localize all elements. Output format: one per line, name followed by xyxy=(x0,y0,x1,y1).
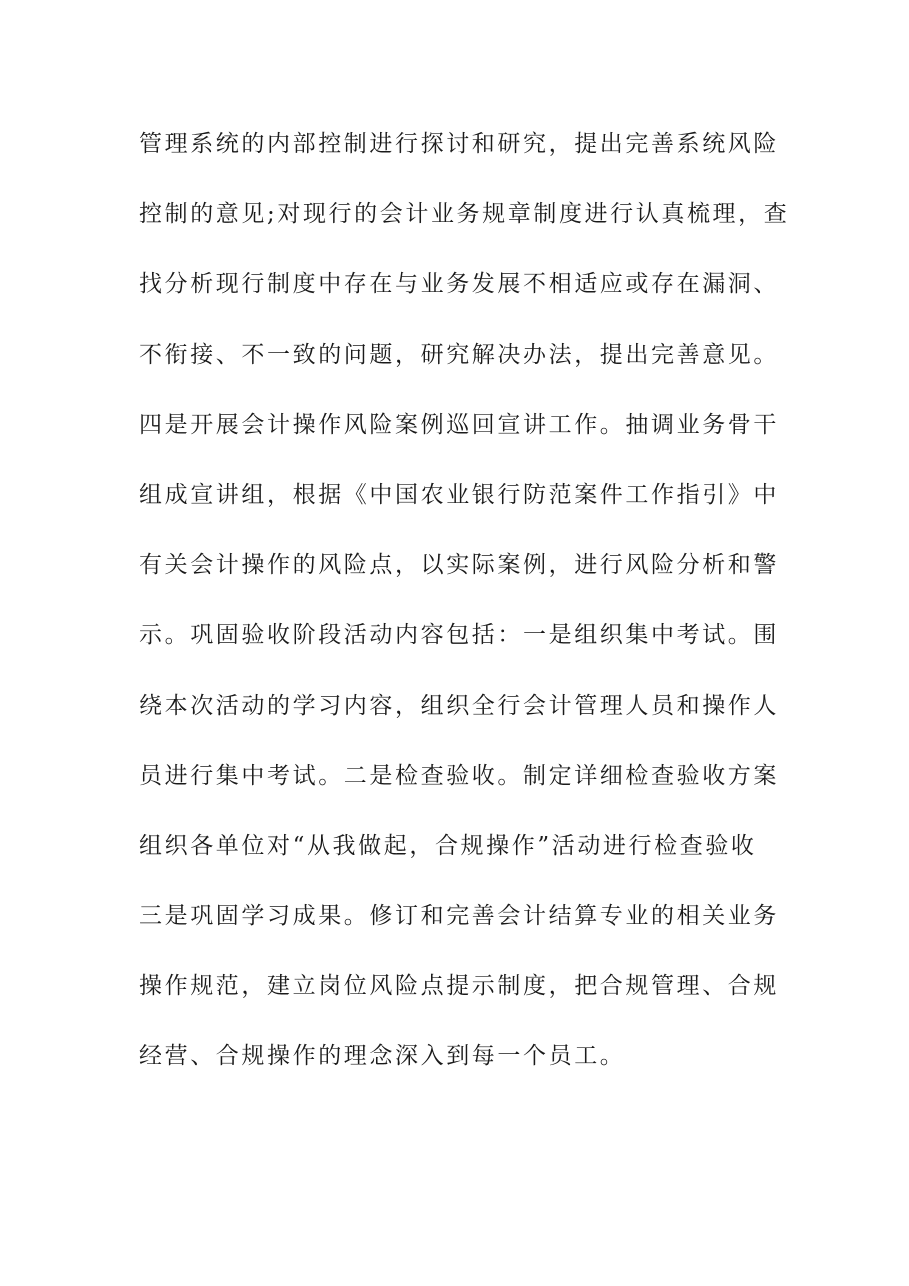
text-line: 组织各单位对“从我做起，合规操作”活动进行检查验收 xyxy=(139,832,757,859)
text-line: 员进行集中考试。二是检查验收。制定详细检查验收方案 xyxy=(139,762,779,789)
text-line: 经营、合规操作的理念深入到每一个员工。 xyxy=(139,1043,626,1070)
text-line: 操作规范，建立岗位风险点提示制度，把合规管理、合规 xyxy=(139,973,779,1000)
text-line: 四是开展会计操作风险案例巡回宣讲工作。抽调业务骨干 xyxy=(139,411,779,438)
text-line: 组成宣讲组，根据《中国农业银行防范案件工作指引》中 xyxy=(139,481,779,508)
text-line: 不衔接、不一致的问题，研究解决办法，提出完善意见。 xyxy=(139,341,779,368)
text-line: 找分析现行制度中存在与业务发展不相适应或存在漏洞、 xyxy=(139,271,779,298)
body-text xyxy=(139,121,790,1104)
text-line: 示。巩固验收阶段活动内容包括：一是组织集中考试。围 xyxy=(139,622,779,649)
text-line: 有关会计操作的风险点，以实际案例，进行风险分析和警 xyxy=(139,552,779,579)
text-line: 管理系统的内部控制进行探讨和研究，提出完善系统风险 xyxy=(139,131,779,157)
text-line: 绕本次活动的学习内容，组织全行会计管理人员和操作人 xyxy=(139,692,779,719)
text-line: 三是巩固学习成果。修订和完善会计结算专业的相关业务 xyxy=(139,903,779,930)
text-line: 控制的意见;对现行的会计业务规章制度进行认真梳理，查 xyxy=(139,201,790,228)
